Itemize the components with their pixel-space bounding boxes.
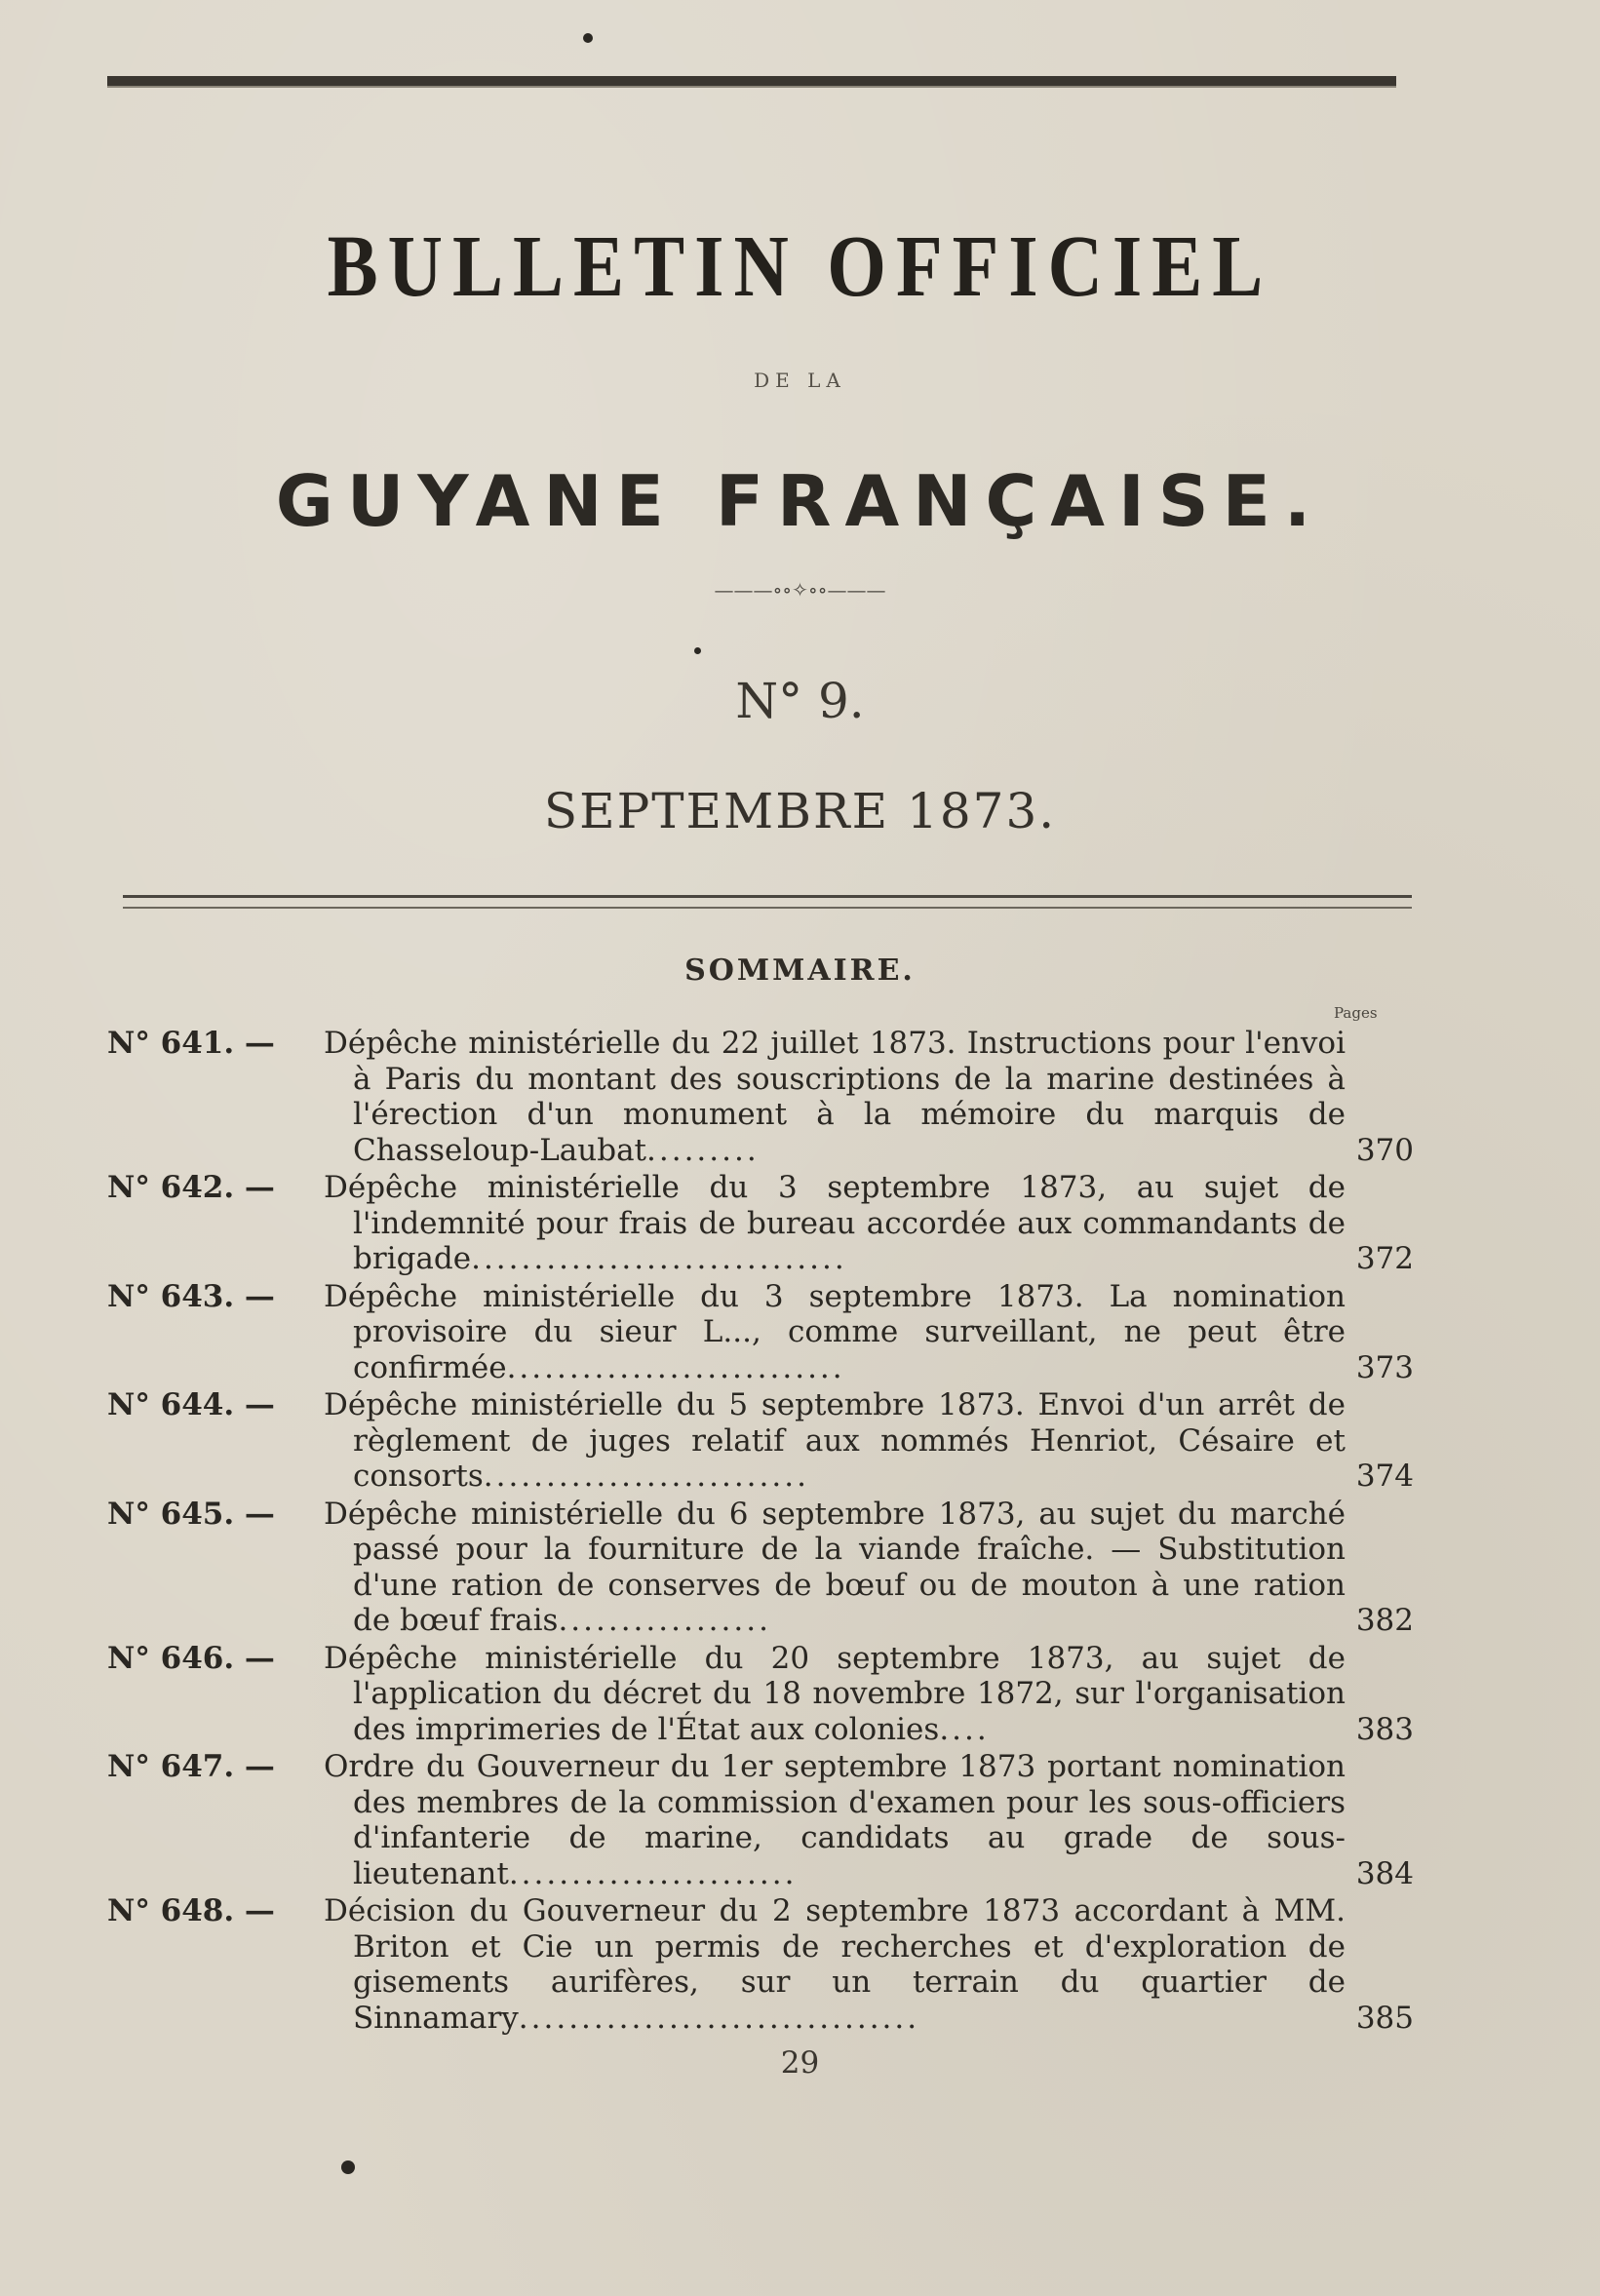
- entry-number: N° 646. —: [107, 1640, 275, 1676]
- entry-page: 370: [1355, 1132, 1414, 1168]
- sommaire-entry: [107, 1497, 1414, 1639]
- section-rule: [123, 895, 1412, 898]
- entry-text: Dépêche ministérielle du 6 septembre 1873, au sujet du marché passé pour la fourniture de la viande fraîche. — Substitution d'une ration de conserves de bœuf ou de mouton à une ration de bœuf frais: [324, 1496, 1346, 1638]
- entry-page: 373: [1355, 1349, 1414, 1385]
- pages-column-label: Pages: [1334, 1004, 1378, 1022]
- entry-page: 382: [1355, 1603, 1414, 1638]
- issue-date: SEPTEMBRE 1873.: [543, 783, 1057, 839]
- entry-leader: ....: [939, 1711, 990, 1747]
- entry-text: Dépêche ministérielle du 3 septembre 1873, au sujet de l'indemnité pour frais de bureau accordée aux commandants de brigade: [324, 1170, 1346, 1276]
- entry-leader: ..........................: [483, 1459, 809, 1494]
- entry-page: 383: [1355, 1711, 1414, 1747]
- ink-speck: [694, 647, 701, 654]
- entry-leader: .......................: [508, 1855, 798, 1891]
- entry-leader: .................: [558, 1603, 771, 1638]
- entry-number: N° 648. —: [107, 1893, 275, 1928]
- entry-text: Dépêche ministérielle du 5 septembre 1873. Envoi d'un arrêt de règlement de juges relatif aux nommés Henriot, Césaire et consorts: [324, 1387, 1346, 1494]
- entry-page: 384: [1355, 1855, 1414, 1891]
- sommaire-entry: [107, 1387, 1414, 1495]
- entry-text: Dépêche ministérielle du 20 septembre 1873, au sujet de l'application du décret du 18 novembre 1872, sur l'organisation des imprimeries de l'État aux colonies: [324, 1640, 1346, 1747]
- entry-leader: ..............................: [471, 1241, 847, 1276]
- top-rule: [107, 76, 1396, 88]
- entry-number: N° 642. —: [107, 1170, 275, 1205]
- entry-text: Décision du Gouverneur du 2 septembre 1873 accordant à MM. Briton et Cie un permis de recherches et d'exploration de gisements aurifères, sur un terrain du quartier de Sinnamary: [324, 1893, 1346, 2036]
- entry-number: N° 643. —: [107, 1278, 275, 1314]
- entry-number: N° 641. —: [107, 1026, 275, 1061]
- entry-leader: ................................: [518, 2000, 920, 2036]
- ink-speck: [583, 33, 593, 43]
- entry-page: 372: [1355, 1241, 1414, 1276]
- sommaire-entry: [107, 1026, 1414, 1168]
- sommaire-entry: [107, 1170, 1414, 1277]
- sommaire-list: [107, 1026, 1414, 2038]
- sommaire-entry: [107, 1641, 1414, 1748]
- ink-speck: [341, 2160, 355, 2174]
- entry-number: N° 645. —: [107, 1496, 275, 1532]
- entry-leader: .........: [646, 1132, 760, 1168]
- entry-number: N° 644. —: [107, 1387, 275, 1422]
- sommaire-entry: [107, 1749, 1414, 1891]
- entry-text: Dépêche ministérielle du 3 septembre 1873. La nomination provisoire du sieur L..., comme surveillant, ne peut être confirmée: [324, 1278, 1346, 1385]
- sommaire-heading: SOMMAIRE.: [684, 953, 916, 988]
- page-number: 29: [780, 2045, 820, 2081]
- de-la-label: DE LA: [754, 369, 846, 392]
- section-rule-thin: [123, 907, 1412, 909]
- entry-text: Dépêche ministérielle du 22 juillet 1873. Instructions pour l'envoi à Paris du montant des souscriptions de la marine destinées à l'érection d'un monument à la mémoire du marquis de Chasseloup-Laubat: [324, 1026, 1346, 1168]
- sommaire-entry: [107, 1279, 1414, 1386]
- entry-page: 374: [1355, 1459, 1414, 1494]
- ornament-divider: ———∘∘✧∘∘———: [714, 578, 886, 602]
- entry-leader: ...........................: [506, 1349, 845, 1385]
- issue-number: N° 9.: [735, 673, 865, 729]
- bulletin-title: BULLETIN OFFICIEL: [327, 216, 1273, 315]
- entry-text: Ordre du Gouverneur du 1er septembre 1873 portant nomination des membres de la commission d'examen pour les sous-officiers d'infanterie de marine, candidats au grade de sous-lieutenant: [324, 1749, 1346, 1891]
- entry-number: N° 647. —: [107, 1749, 275, 1784]
- guyane-subtitle: GUYANE FRANÇAISE.: [275, 460, 1325, 542]
- entry-page: 385: [1355, 2000, 1414, 2036]
- sommaire-entry: [107, 1893, 1414, 2036]
